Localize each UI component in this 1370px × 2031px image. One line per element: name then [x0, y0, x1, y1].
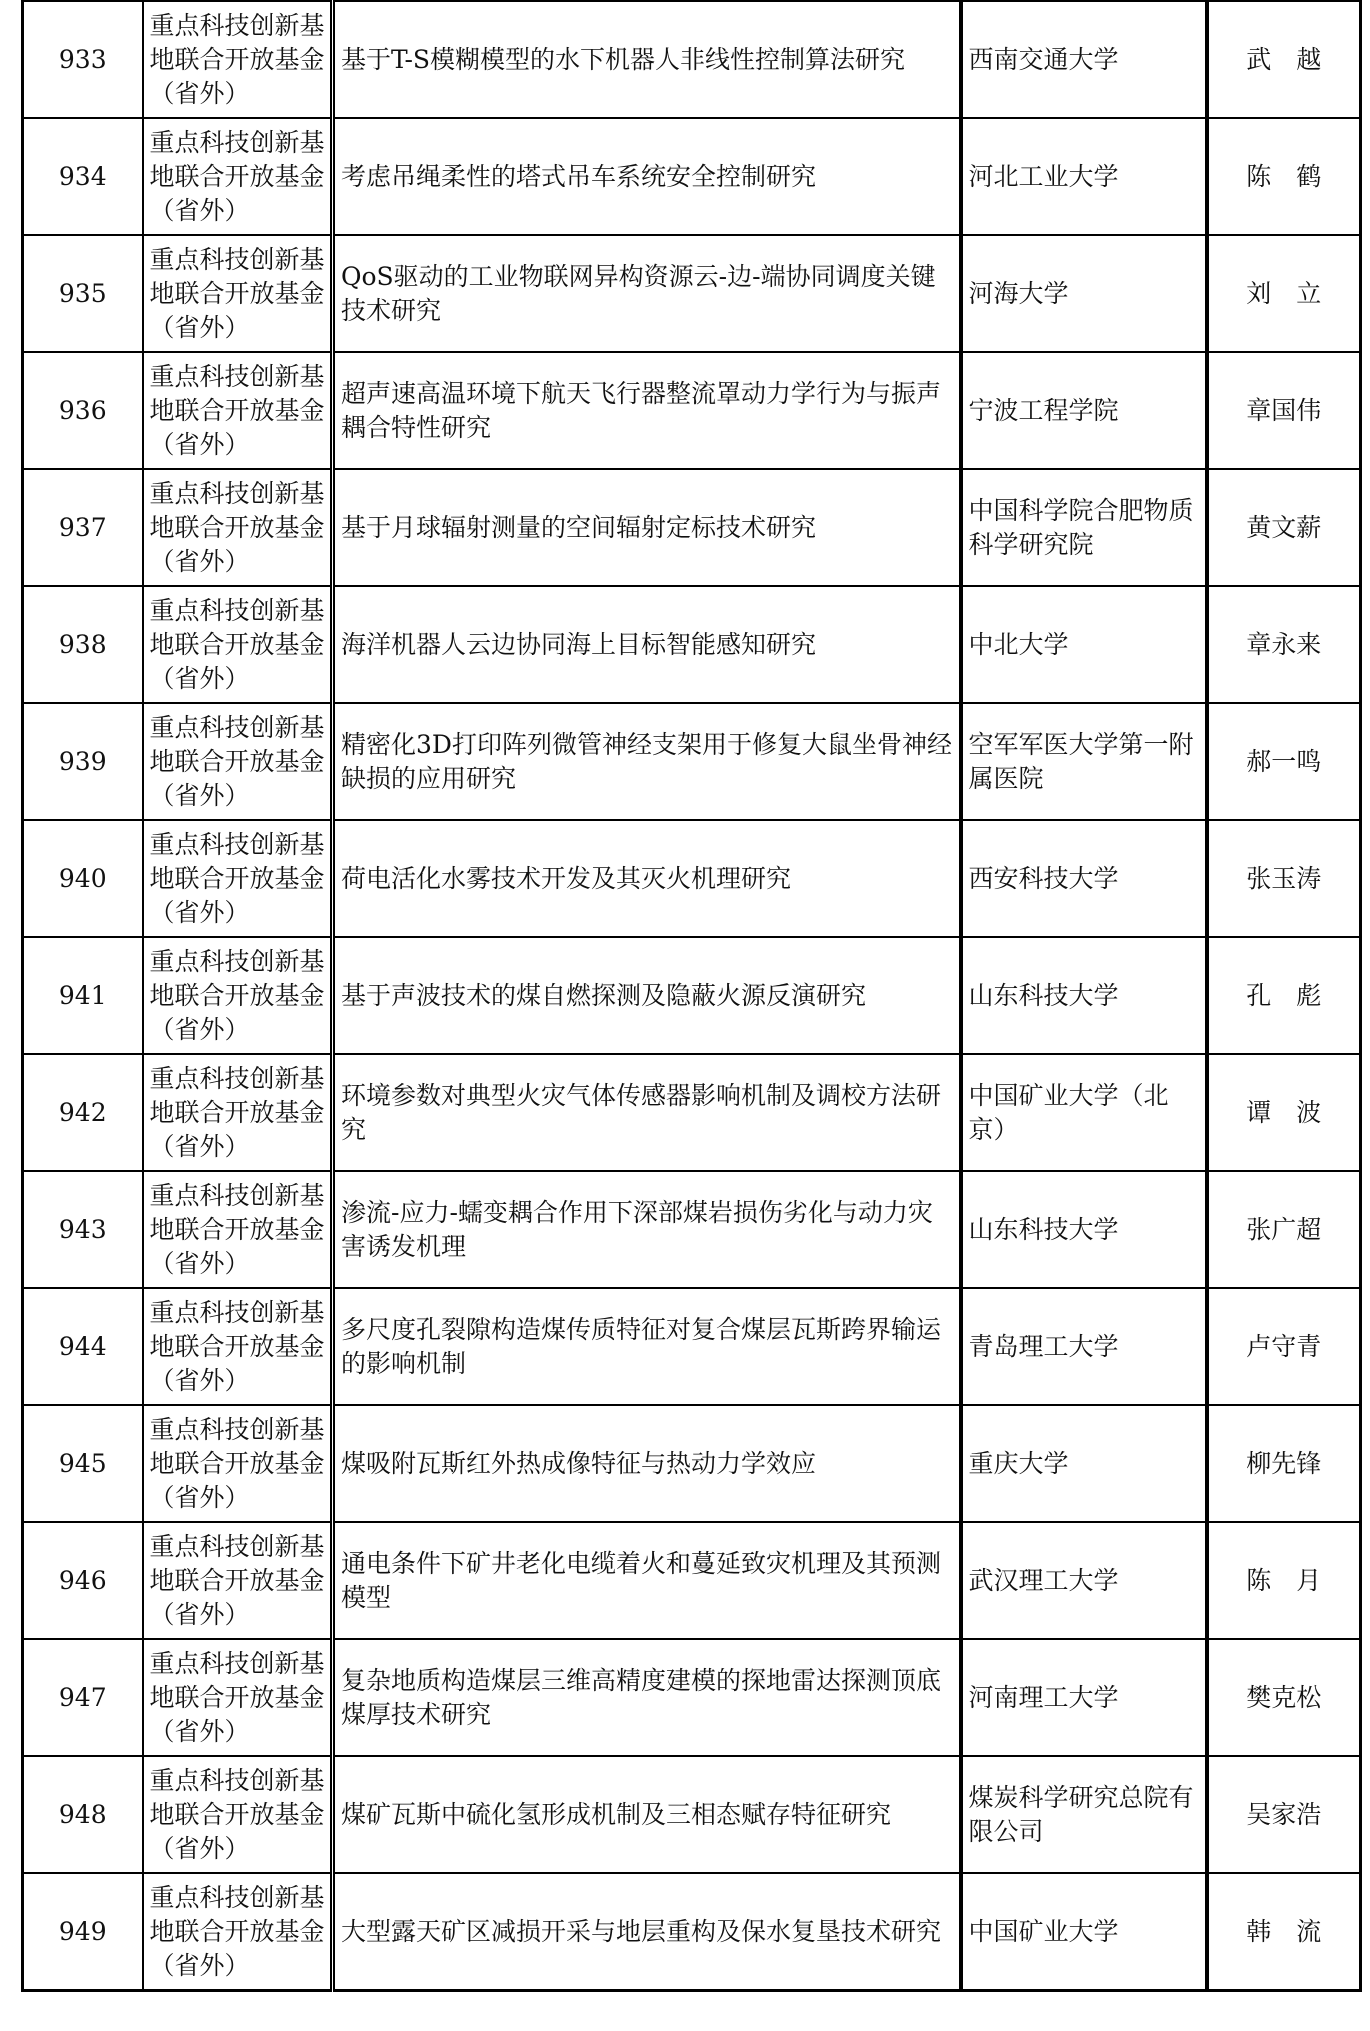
principal-investigator-cell: 韩 流 [1207, 1873, 1361, 1991]
institution-cell: 河北工业大学 [961, 118, 1207, 235]
project-title-cell: 复杂地质构造煤层三维高精度建模的探地雷达探测顶底煤厚技术研究 [333, 1639, 961, 1756]
table-row [23, 1873, 1361, 1991]
fund-category-cell: 重点科技创新基地联合开放基金（省外） [143, 1639, 333, 1756]
principal-investigator-cell: 黄文薪 [1207, 469, 1361, 586]
table-row [23, 937, 1361, 1054]
project-title-cell: 精密化3D打印阵列微管神经支架用于修复大鼠坐骨神经缺损的应用研究 [333, 703, 961, 820]
project-title-cell: 渗流-应力-蠕变耦合作用下深部煤岩损伤劣化与动力灾害诱发机理 [333, 1171, 961, 1288]
fund-category-cell: 重点科技创新基地联合开放基金（省外） [143, 1405, 333, 1522]
project-number-cell: 946 [23, 1522, 143, 1639]
principal-investigator-cell: 张广超 [1207, 1171, 1361, 1288]
project-number-cell: 943 [23, 1171, 143, 1288]
table-row [23, 1054, 1361, 1171]
table-row [23, 586, 1361, 703]
table-row [23, 820, 1361, 937]
institution-cell: 山东科技大学 [961, 937, 1207, 1054]
institution-cell: 宁波工程学院 [961, 352, 1207, 469]
principal-investigator-cell: 郝一鸣 [1207, 703, 1361, 820]
project-title-cell: 环境参数对典型火灾气体传感器影响机制及调校方法研究 [333, 1054, 961, 1171]
institution-cell: 中国矿业大学 [961, 1873, 1207, 1991]
project-number-cell: 938 [23, 586, 143, 703]
project-number-cell: 947 [23, 1639, 143, 1756]
project-number-cell: 933 [23, 1, 143, 118]
project-number-cell: 939 [23, 703, 143, 820]
table-row [23, 1, 1361, 118]
project-title-cell: 考虑吊绳柔性的塔式吊车系统安全控制研究 [333, 118, 961, 235]
principal-investigator-cell: 卢守青 [1207, 1288, 1361, 1405]
fund-category-cell: 重点科技创新基地联合开放基金（省外） [143, 1288, 333, 1405]
project-title-cell: 基于声波技术的煤自燃探测及隐蔽火源反演研究 [333, 937, 961, 1054]
project-number-cell: 935 [23, 235, 143, 352]
fund-category-cell: 重点科技创新基地联合开放基金（省外） [143, 703, 333, 820]
project-number-cell: 948 [23, 1756, 143, 1873]
institution-cell: 武汉理工大学 [961, 1522, 1207, 1639]
project-title-cell: 多尺度孔裂隙构造煤传质特征对复合煤层瓦斯跨界输运的影响机制 [333, 1288, 961, 1405]
table-row [23, 235, 1361, 352]
project-title-cell: 基于T-S模糊模型的水下机器人非线性控制算法研究 [333, 1, 961, 118]
project-number-cell: 941 [23, 937, 143, 1054]
institution-cell: 河南理工大学 [961, 1639, 1207, 1756]
fund-category-cell: 重点科技创新基地联合开放基金（省外） [143, 1054, 333, 1171]
project-number-cell: 936 [23, 352, 143, 469]
project-title-cell: 煤吸附瓦斯红外热成像特征与热动力学效应 [333, 1405, 961, 1522]
institution-cell: 河海大学 [961, 235, 1207, 352]
institution-cell: 空军军医大学第一附属医院 [961, 703, 1207, 820]
fund-category-cell: 重点科技创新基地联合开放基金（省外） [143, 1522, 333, 1639]
table-row [23, 1639, 1361, 1756]
fund-category-cell: 重点科技创新基地联合开放基金（省外） [143, 1873, 333, 1991]
table-row [23, 1522, 1361, 1639]
fund-category-cell: 重点科技创新基地联合开放基金（省外） [143, 235, 333, 352]
project-number-cell: 942 [23, 1054, 143, 1171]
table-row [23, 469, 1361, 586]
project-title-cell: 大型露天矿区减损开采与地层重构及保水复垦技术研究 [333, 1873, 961, 1991]
principal-investigator-cell: 樊克松 [1207, 1639, 1361, 1756]
fund-category-cell: 重点科技创新基地联合开放基金（省外） [143, 1756, 333, 1873]
institution-cell: 青岛理工大学 [961, 1288, 1207, 1405]
table-row [23, 703, 1361, 820]
project-number-cell: 944 [23, 1288, 143, 1405]
project-number-cell: 945 [23, 1405, 143, 1522]
fund-category-cell: 重点科技创新基地联合开放基金（省外） [143, 352, 333, 469]
institution-cell: 中北大学 [961, 586, 1207, 703]
project-title-cell: 基于月球辐射测量的空间辐射定标技术研究 [333, 469, 961, 586]
project-number-cell: 937 [23, 469, 143, 586]
project-number-cell: 934 [23, 118, 143, 235]
project-number-cell: 940 [23, 820, 143, 937]
principal-investigator-cell: 张玉涛 [1207, 820, 1361, 937]
principal-investigator-cell: 章国伟 [1207, 352, 1361, 469]
table-row [23, 1405, 1361, 1522]
project-table-body [23, 1, 1361, 1991]
principal-investigator-cell: 刘 立 [1207, 235, 1361, 352]
project-table [21, 0, 1362, 1992]
project-title-cell: 超声速高温环境下航天飞行器整流罩动力学行为与振声耦合特性研究 [333, 352, 961, 469]
table-row [23, 352, 1361, 469]
fund-category-cell: 重点科技创新基地联合开放基金（省外） [143, 118, 333, 235]
institution-cell: 中国科学院合肥物质科学研究院 [961, 469, 1207, 586]
principal-investigator-cell: 吴家浩 [1207, 1756, 1361, 1873]
project-list-sheet [21, 0, 1359, 1992]
institution-cell: 中国矿业大学（北京） [961, 1054, 1207, 1171]
principal-investigator-cell: 陈 鹤 [1207, 118, 1361, 235]
principal-investigator-cell: 陈 月 [1207, 1522, 1361, 1639]
project-title-cell: QoS驱动的工业物联网异构资源云-边-端协同调度关键技术研究 [333, 235, 961, 352]
project-title-cell: 海洋机器人云边协同海上目标智能感知研究 [333, 586, 961, 703]
project-title-cell: 煤矿瓦斯中硫化氢形成机制及三相态赋存特征研究 [333, 1756, 961, 1873]
fund-category-cell: 重点科技创新基地联合开放基金（省外） [143, 469, 333, 586]
principal-investigator-cell: 谭 波 [1207, 1054, 1361, 1171]
project-title-cell: 通电条件下矿井老化电缆着火和蔓延致灾机理及其预测模型 [333, 1522, 961, 1639]
principal-investigator-cell: 章永来 [1207, 586, 1361, 703]
fund-category-cell: 重点科技创新基地联合开放基金（省外） [143, 586, 333, 703]
institution-cell: 煤炭科学研究总院有限公司 [961, 1756, 1207, 1873]
project-title-cell: 荷电活化水雾技术开发及其灭火机理研究 [333, 820, 961, 937]
principal-investigator-cell: 孔 彪 [1207, 937, 1361, 1054]
fund-category-cell: 重点科技创新基地联合开放基金（省外） [143, 1171, 333, 1288]
table-row [23, 1288, 1361, 1405]
institution-cell: 西安科技大学 [961, 820, 1207, 937]
institution-cell: 西南交通大学 [961, 1, 1207, 118]
institution-cell: 重庆大学 [961, 1405, 1207, 1522]
principal-investigator-cell: 柳先锋 [1207, 1405, 1361, 1522]
table-row [23, 1171, 1361, 1288]
project-number-cell: 949 [23, 1873, 143, 1991]
fund-category-cell: 重点科技创新基地联合开放基金（省外） [143, 937, 333, 1054]
fund-category-cell: 重点科技创新基地联合开放基金（省外） [143, 820, 333, 937]
principal-investigator-cell: 武 越 [1207, 1, 1361, 118]
institution-cell: 山东科技大学 [961, 1171, 1207, 1288]
table-row [23, 118, 1361, 235]
table-row [23, 1756, 1361, 1873]
fund-category-cell: 重点科技创新基地联合开放基金（省外） [143, 1, 333, 118]
